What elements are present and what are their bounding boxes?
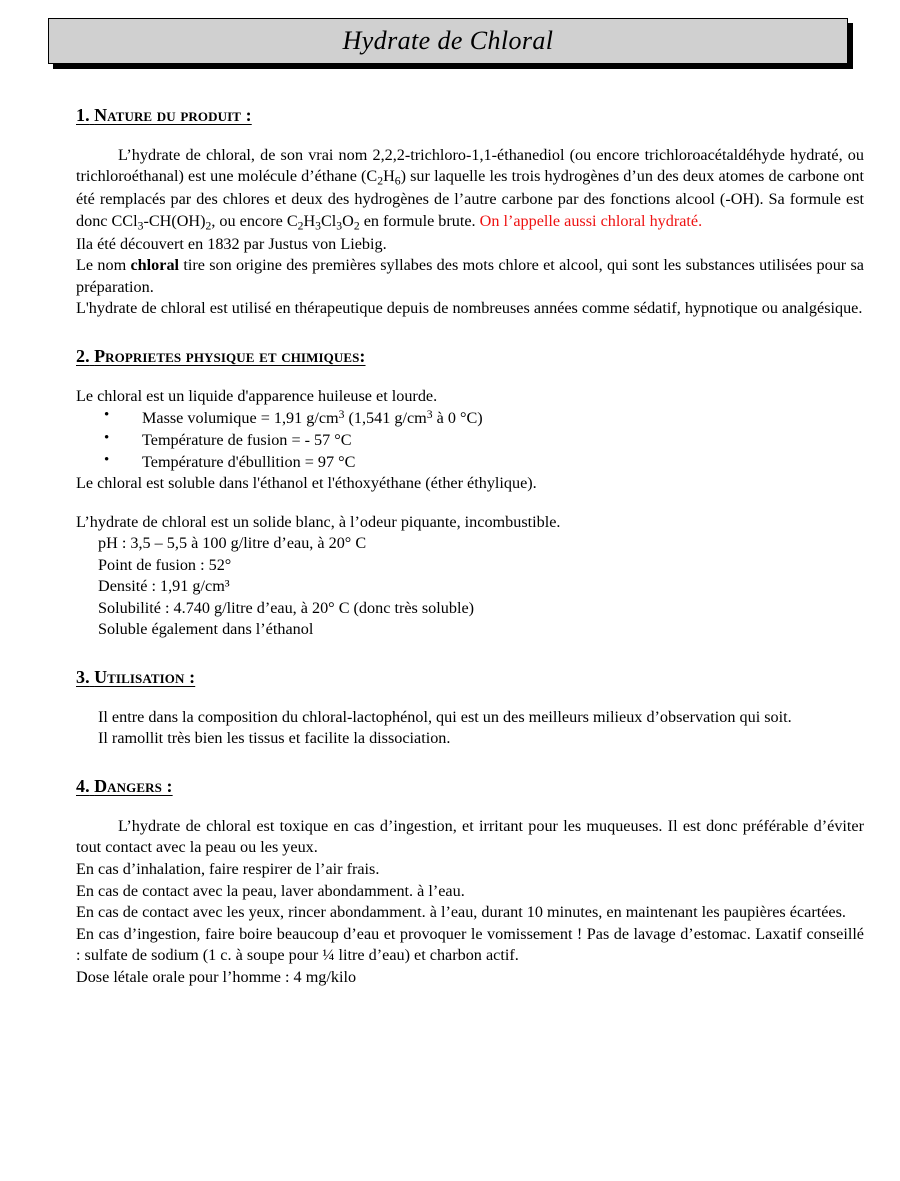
paragraph-1c: -CH(OH) — [143, 211, 206, 230]
chloral-liquid-line: Le chloral est un liquide d'apparence huileuse et lourde. — [76, 386, 438, 405]
bullet-1-sup2: 3 — [426, 408, 433, 422]
solubility-line: Le chloral est soluble dans l'éthanol et l'éthoxyéthane (éther éthylique). — [76, 474, 537, 493]
section-3-heading-wrap — [76, 666, 864, 690]
list-item — [104, 430, 864, 452]
section-title-3: Utilisation : — [94, 666, 196, 687]
property-melting-point: Point de fusion : 52° — [98, 555, 232, 574]
paragraph-1a: L’hydrate de chloral, de son vrai nom 2,2,2-trichloro-1,1-éthanediol (ou encore trichloroacétaldéhyde hydraté, ou trichloroéthanal) est une molécule d’éthane (C — [76, 145, 864, 186]
section-number-3: 3. — [76, 666, 90, 687]
paragraph-1b: ) sur laquelle les trois hydrogènes d’un des deux atomes de carbone ont été remplacés par des chlores et deux des hydrogènes de l’autre carbone par des fonctions alcool (-OH). Sa formule est donc CCl — [76, 167, 864, 230]
brute-o: O — [342, 211, 354, 230]
brute-sub-4: 2 — [353, 219, 360, 233]
danger-inhalation-line: En cas d’inhalation, faire respirer de l’air frais. — [76, 860, 380, 878]
subscript-choh2: 2 — [205, 219, 212, 233]
etymology-pre: Le nom — [76, 256, 131, 275]
brute-cl: Cl — [320, 211, 337, 230]
brute-h: H — [303, 211, 316, 230]
subscript-h6: 6 — [394, 174, 401, 188]
list-item — [104, 452, 864, 474]
property-ethanol-soluble: Soluble également dans l’éthanol — [98, 620, 314, 639]
bullet-1-mid: (1,541 g/cm — [344, 409, 427, 428]
danger-skin-line: En cas de contact avec la peau, laver abondamment. à l’eau. — [76, 881, 465, 900]
brute-sub-1: 2 — [297, 219, 304, 233]
brute-sub-3: 3 — [336, 219, 343, 233]
danger-eyes-line: En cas de contact avec les yeux, rincer abondamment. à l’eau, durant 10 minutes, en maintenant les paupières écartées. — [76, 903, 846, 922]
etymology-bold-word: chloral — [130, 256, 180, 275]
list-item — [104, 407, 864, 430]
hydrate-properties-block — [76, 533, 864, 641]
section-heading-1 — [76, 104, 252, 128]
subscript-c2: 2 — [377, 174, 384, 188]
physical-properties-list — [76, 407, 864, 473]
document-title-banner — [48, 18, 848, 64]
section-1-heading-wrap — [76, 104, 864, 128]
section-1-paragraph — [76, 145, 864, 234]
paragraph-1e: en formule brute. — [359, 211, 480, 230]
section-number-2: 2. — [76, 345, 90, 366]
etymology-paragraph — [76, 255, 864, 298]
section-number-1: 1. — [76, 105, 90, 125]
section-heading-2 — [76, 345, 366, 369]
utilisation-paragraph: Il entre dans la composition du chloral-lactophénol, qui est un des meilleurs milieux d’observation qui soit. — [98, 707, 792, 726]
bullet-3-text: Température d'ébullition = 97 °C — [142, 452, 356, 471]
section-heading-3 — [76, 666, 195, 690]
section-4-heading-wrap — [76, 775, 864, 799]
property-density: Densité : 1,91 g/cm³ — [98, 577, 230, 596]
subscript-ccl3: 3 — [137, 219, 144, 233]
solid-description-line: L’hydrate de chloral est un solide blanc, à l’odeur piquante, incombustible. — [76, 512, 561, 531]
bullet-1-sup1: 3 — [338, 408, 345, 422]
bullet-1-post: à 0 °C) — [432, 409, 483, 428]
therapeutic-use-paragraph: L'hydrate de chloral est utilisé en thérapeutique depuis de nombreuses années comme sédatif, hypnotique ou analgésique. — [76, 299, 863, 318]
document-body — [76, 104, 864, 988]
brute-sub-2: 3 — [315, 219, 321, 233]
bullet-1-pre: Masse volumique = 1,91 g/cm — [142, 409, 339, 428]
section-3-body — [76, 707, 864, 750]
page-title: Hydrate de Chloral — [342, 26, 554, 55]
section-number-4: 4. — [76, 775, 90, 796]
red-note: On l’appelle aussi chloral hydraté. — [479, 211, 703, 230]
section-heading-4 — [76, 775, 173, 799]
section-2-heading-wrap — [76, 345, 864, 369]
bullet-2-text: Température de fusion = - 57 °C — [142, 431, 352, 450]
formula-h: H — [383, 167, 395, 186]
title-box — [48, 18, 848, 64]
etymology-post: tire son origine des premières syllabes des mots chlore et alcool, qui sont les substances utilisées pour sa préparation. — [76, 256, 864, 296]
dangers-paragraph: L’hydrate de chloral est toxique en cas d’ingestion, et irritant pour les muqueuses. Il est donc préférable d’éviter tout contact avec la peau ou les yeux. — [76, 816, 864, 857]
discovery-line: Ila été découvert en 1832 par Justus von Liebig. — [76, 234, 387, 253]
lethal-dose-line: Dose létale orale pour l’homme : 4 mg/kilo — [76, 967, 357, 986]
property-solubility: Solubilité : 4.740 g/litre d’eau, à 20° C (donc très soluble) — [98, 598, 475, 617]
paragraph-1d: , ou encore C — [211, 211, 298, 230]
section-title-2: Proprietes physique et chimiques: — [94, 345, 366, 366]
utilisation-line-2: Il ramollit très bien les tissus et facilite la dissociation. — [98, 729, 451, 748]
danger-ingestion-paragraph: En cas d’ingestion, faire boire beaucoup d’eau et provoquer le vomissement ! Pas de lavage d’estomac. Laxatif conseillé : sulfate de sodium (1 c. à soupe pour ¼ litre d’eau) et charbon actif. — [76, 924, 864, 965]
section-title-4: Dangers : — [94, 775, 173, 796]
section-title-1: Nature du produit : — [94, 105, 252, 125]
property-ph: pH : 3,5 – 5,5 à 100 g/litre d’eau, à 20° C — [98, 534, 367, 553]
